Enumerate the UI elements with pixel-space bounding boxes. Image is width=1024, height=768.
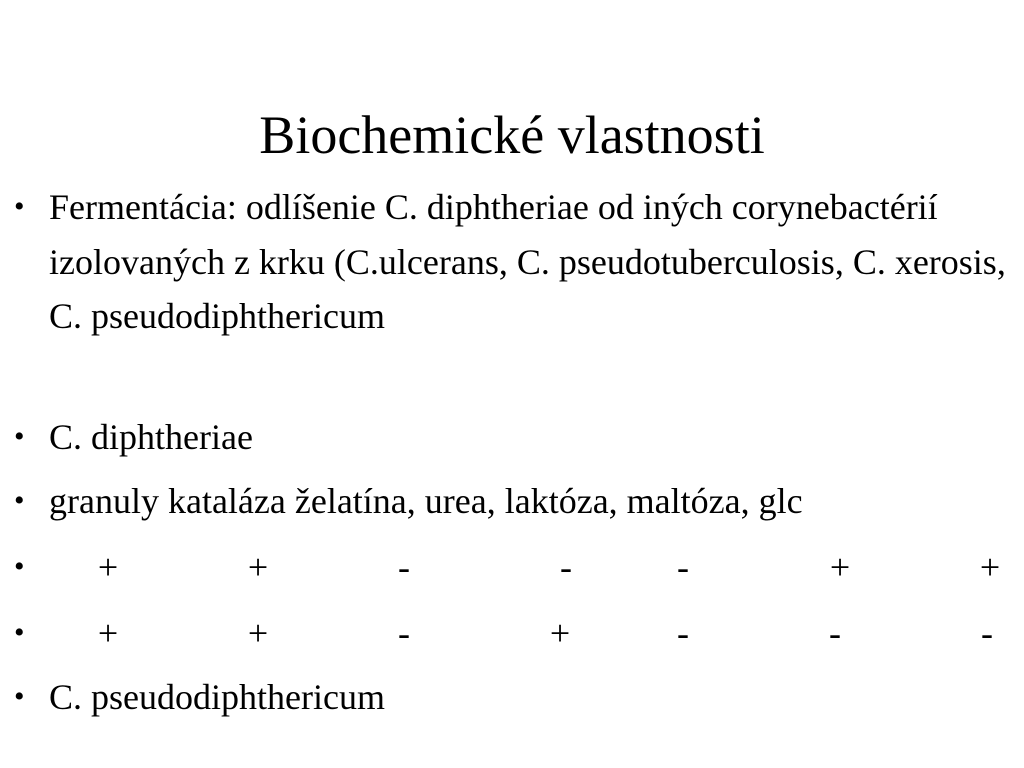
bullet-icon: • bbox=[14, 190, 25, 223]
result-cell: - bbox=[398, 547, 410, 587]
result-cell: - bbox=[560, 547, 572, 587]
result-cell: - bbox=[398, 613, 410, 653]
bullet-text: Fermentácia: odlíšenie C. diphtheriae od iných corynebactérií izolovaných z krku (C.ulcerans, C. pseudotuberculosis, C. xerosis, C. pseudodiphthericum bbox=[49, 187, 1006, 336]
result-cell: - bbox=[829, 613, 841, 653]
bullet-icon: • bbox=[14, 550, 25, 583]
bullet-icon: • bbox=[14, 420, 25, 453]
bullet-text: granuly kataláza želatína, urea, laktóza, maltóza, glc bbox=[49, 481, 803, 521]
result-cell: - bbox=[677, 547, 689, 587]
result-cell: - bbox=[981, 613, 993, 653]
result-row-1 bbox=[0, 540, 1024, 594]
bullet-icon: • bbox=[14, 484, 25, 517]
bullet-icon: • bbox=[14, 680, 25, 713]
result-cell: + bbox=[97, 547, 119, 587]
result-cell: + bbox=[247, 613, 269, 653]
bullet-text: C. pseudodiphthericum bbox=[49, 677, 385, 717]
result-cell: + bbox=[829, 547, 851, 587]
result-cell: + bbox=[97, 613, 119, 653]
slide-title: Biochemické vlastnosti bbox=[259, 105, 765, 165]
result-row-2 bbox=[0, 606, 1024, 660]
bullet-icon: • bbox=[14, 616, 25, 649]
result-cell: + bbox=[549, 613, 571, 653]
result-cell: + bbox=[247, 547, 269, 587]
result-cell: - bbox=[677, 613, 689, 653]
bullet-text: C. diphtheriae bbox=[49, 417, 253, 457]
result-cell: + bbox=[979, 547, 1001, 587]
